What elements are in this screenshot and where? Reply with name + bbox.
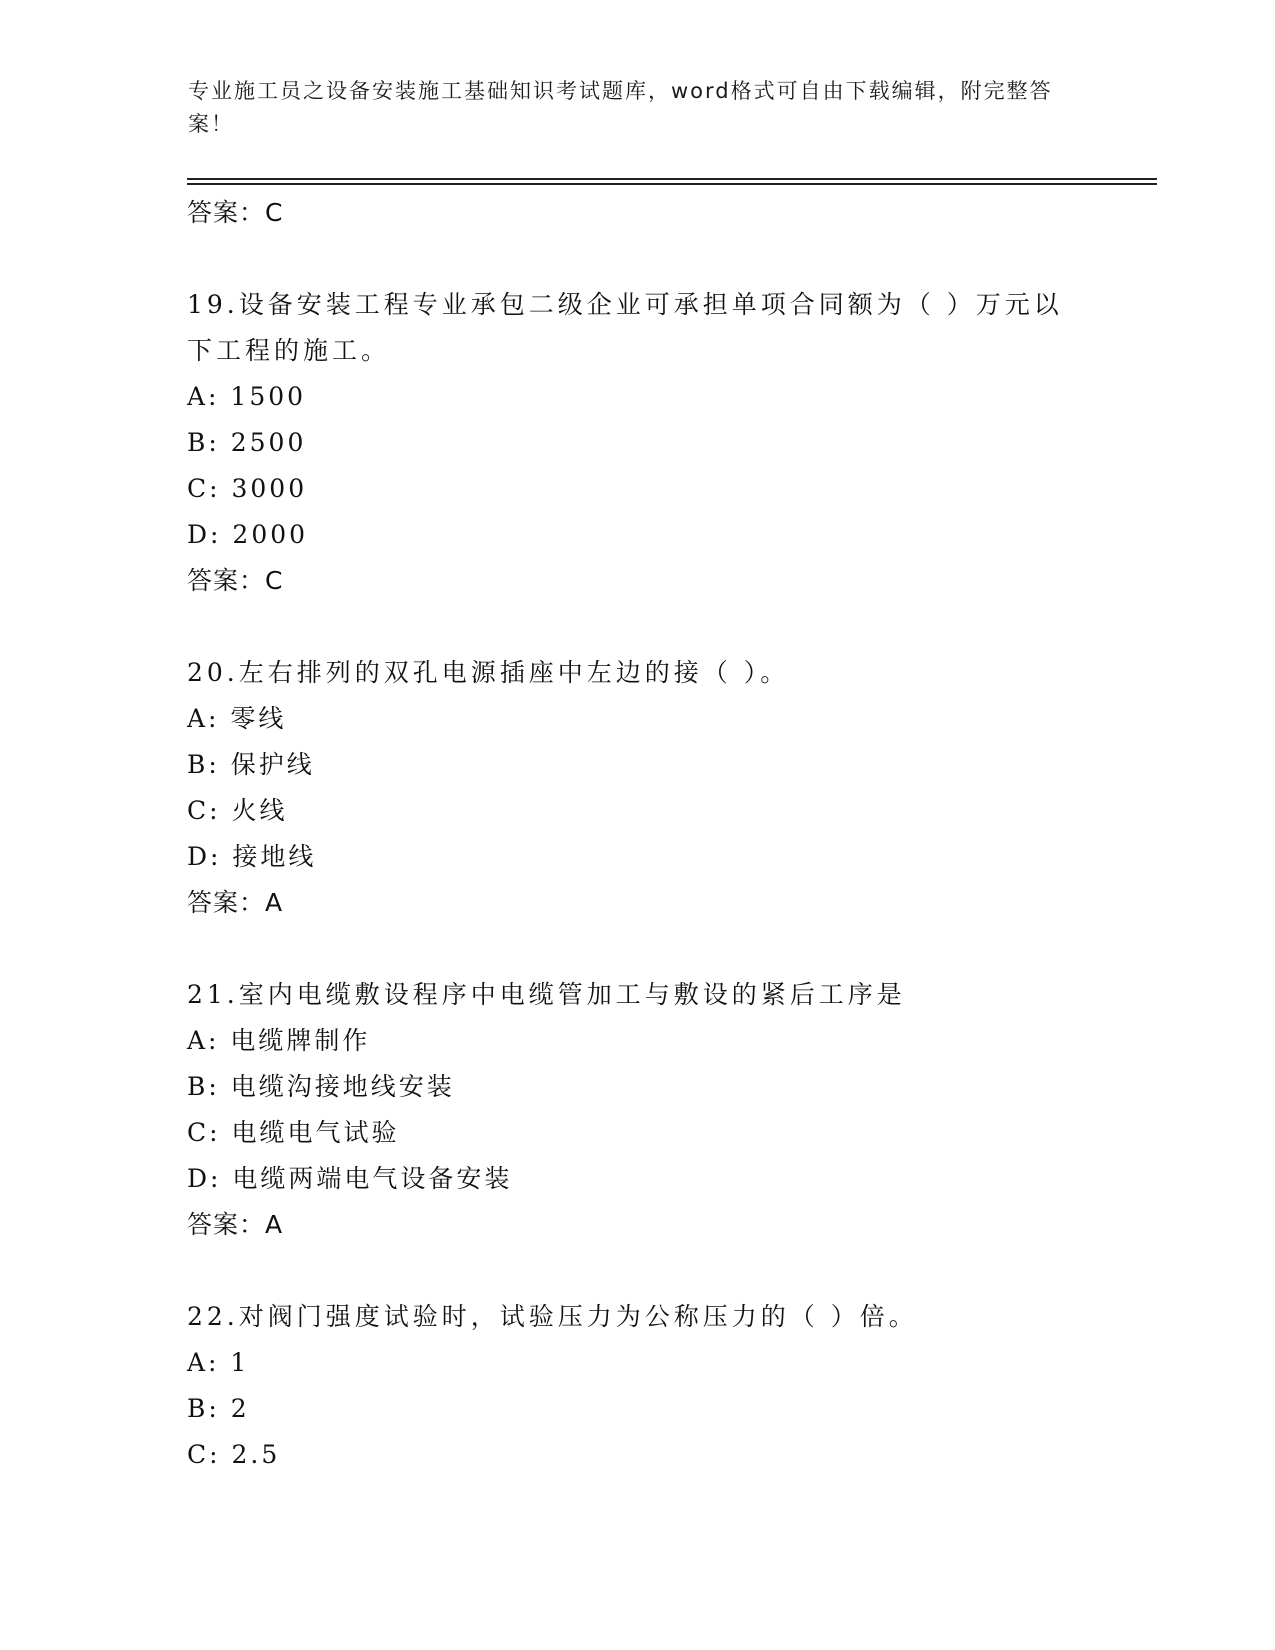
header-divider-bottom [187, 183, 1157, 185]
answer-line: 答案：A [187, 888, 284, 917]
option-b: B: 2500 [187, 428, 307, 457]
question-block [187, 1294, 1087, 1478]
answer-line: 答案：A [187, 1210, 284, 1239]
option-c: C: 电缆电气试验 [187, 1118, 400, 1147]
option-a: A: 1 [187, 1348, 250, 1377]
document-header: 专业施工员之设备安装施工基础知识考试题库，word格式可自由下载编辑，附完整答案！ [188, 79, 1053, 136]
option-a: A: 1500 [187, 382, 307, 411]
question-list [187, 190, 1087, 1478]
option-d: D: 电缆两端电气设备安装 [187, 1164, 513, 1193]
option-c: C: 3000 [187, 474, 308, 503]
option-b: B: 电缆沟接地线安装 [187, 1072, 455, 1101]
option-a: A: 电缆牌制作 [187, 1026, 371, 1055]
answer-line: 答案：C [187, 566, 284, 595]
option-c: C: 2.5 [187, 1440, 281, 1469]
option-d: D: 接地线 [187, 842, 317, 871]
question-block [187, 282, 1087, 604]
option-a: A: 零线 [187, 704, 287, 733]
question-text: 21.室内电缆敷设程序中电缆管加工与敷设的紧后工序是 [187, 980, 906, 1009]
question-text: 19.设备安装工程专业承包二级企业可承担单项合同额为（ ）万元以下工程的施工。 [187, 290, 1063, 365]
option-b: B: 保护线 [187, 750, 315, 779]
option-c: C: 火线 [187, 796, 288, 825]
option-b: B: 2 [187, 1394, 250, 1423]
question-text: 20.左右排列的双孔电源插座中左边的接（ ）。 [187, 658, 790, 687]
question-block [187, 650, 1087, 926]
header-divider-top [187, 178, 1157, 180]
question-block [187, 972, 1087, 1248]
option-d: D: 2000 [187, 520, 309, 549]
question-text: 22.对阀门强度试验时，试验压力为公称压力的（ ）倍。 [187, 1302, 918, 1331]
answer-line: 答案：C [187, 198, 284, 227]
